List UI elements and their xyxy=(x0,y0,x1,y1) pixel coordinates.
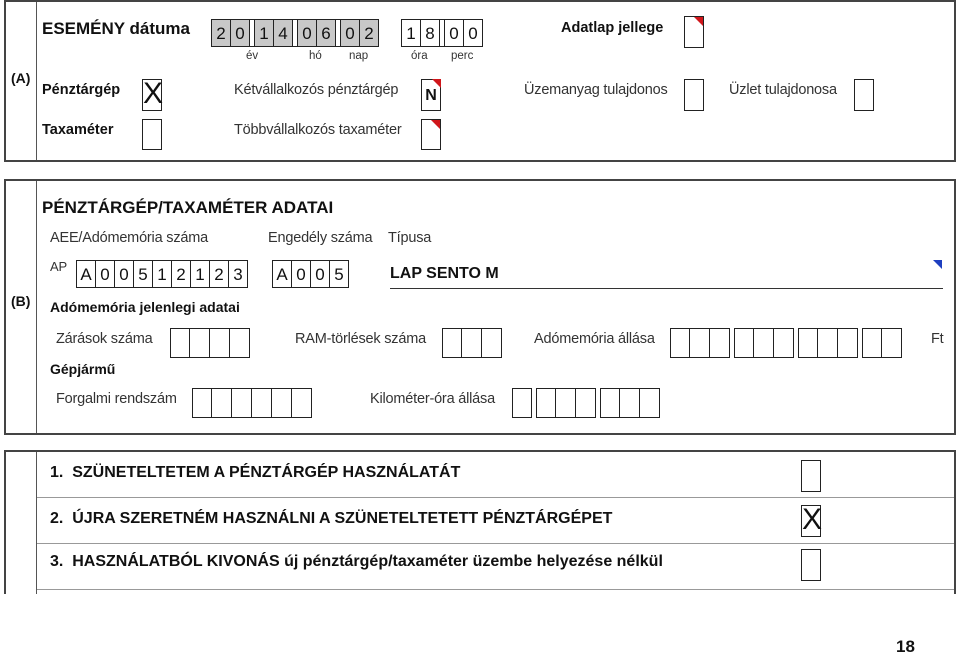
option-3-text: 3. HASZNÁLATBÓL KIVONÁS új pénztárgép/taxaméter üzembe helyezése nélkül xyxy=(50,553,663,570)
date-digit: 2 xyxy=(212,20,231,46)
section-a-panel xyxy=(4,0,956,162)
input-cell xyxy=(230,328,250,358)
red-corner-marker xyxy=(431,120,440,129)
closures-label: Zárások száma xyxy=(56,331,153,347)
input-cell xyxy=(640,388,660,418)
input-cell xyxy=(690,328,710,358)
multi-party-checkbox[interactable] xyxy=(421,119,441,150)
input-cell xyxy=(292,388,312,418)
odometer-field[interactable] xyxy=(512,388,660,418)
input-cell xyxy=(482,328,502,358)
option-2-checkbox[interactable]: X xyxy=(802,503,823,536)
time-digit: 1 xyxy=(402,20,421,46)
blue-corner-marker xyxy=(933,260,942,269)
input-cell xyxy=(620,388,640,418)
section-c-panel xyxy=(4,450,956,594)
date-sub-hour: óra xyxy=(411,50,428,62)
date-digit: 2 xyxy=(360,20,378,46)
cash-register-label: Pénztárgép xyxy=(42,82,121,98)
permit-digit: 0 xyxy=(292,261,311,287)
red-corner-marker xyxy=(694,17,703,26)
input-cell xyxy=(442,328,462,358)
option-2-text: 2. ÚJRA SZERETNÉM HASZNÁLNI A SZÜNETELTETETT PÉNZTÁRGÉPET xyxy=(50,510,613,527)
fuel-owner-label: Üzemanyag tulajdonos xyxy=(524,82,668,98)
ap-digit: A xyxy=(77,261,96,287)
memory-heading: Adómemória jelenlegi adatai xyxy=(50,299,240,315)
option-1-checkbox[interactable] xyxy=(801,460,821,492)
option-3-checkbox[interactable] xyxy=(801,549,821,581)
ap-digit: 1 xyxy=(191,261,210,287)
input-cell xyxy=(710,328,730,358)
input-cell xyxy=(462,328,482,358)
row-divider xyxy=(37,497,954,498)
input-cell xyxy=(252,388,272,418)
time-digit: 0 xyxy=(444,20,464,46)
ram-field[interactable] xyxy=(442,328,502,358)
taximeter-checkbox[interactable] xyxy=(142,119,162,150)
input-cell xyxy=(576,388,596,418)
ap-digit: 5 xyxy=(134,261,153,287)
ap-digit: 2 xyxy=(210,261,229,287)
event-date-label: ESEMÉNY dátuma xyxy=(42,19,191,38)
input-cell xyxy=(670,328,690,358)
section-b-tag: (B) xyxy=(11,293,31,309)
input-cell xyxy=(798,328,818,358)
red-corner-marker xyxy=(432,79,441,88)
input-cell xyxy=(734,328,754,358)
date-digit: 1 xyxy=(254,20,274,46)
input-cell xyxy=(192,388,212,418)
currency-label: Ft xyxy=(931,331,944,347)
row-divider xyxy=(37,543,954,544)
ap-digit: 0 xyxy=(96,261,115,287)
date-digit: 4 xyxy=(274,20,293,46)
memory-state-label: Adómemória állása xyxy=(534,331,655,347)
two-party-field[interactable]: N xyxy=(421,79,441,111)
option-1-text: 1. SZÜNETELTETEM A PÉNZTÁRGÉP HASZNÁLATÁT xyxy=(50,464,461,481)
type-label: Típusa xyxy=(388,230,432,246)
permit-digit: 0 xyxy=(311,261,330,287)
row-divider xyxy=(37,589,954,590)
type-underline xyxy=(390,288,943,289)
date-digit: 6 xyxy=(317,20,336,46)
closures-field[interactable] xyxy=(170,328,250,358)
permit-label: Engedély száma xyxy=(268,230,373,246)
shop-owner-label: Üzlet tulajdonosa xyxy=(729,82,837,98)
aee-label: AEE/Adómemória száma xyxy=(50,230,208,246)
section-b-panel xyxy=(4,179,956,435)
ap-digit: 1 xyxy=(153,261,172,287)
input-cell xyxy=(818,328,838,358)
ap-prefix: AP xyxy=(50,259,67,274)
memory-state-field[interactable] xyxy=(670,328,902,358)
date-sub-day: nap xyxy=(349,50,369,62)
page-number: 18 xyxy=(896,637,915,656)
sheet-type-checkbox[interactable] xyxy=(684,16,704,48)
vehicle-heading: Gépjármű xyxy=(50,361,116,377)
input-cell xyxy=(170,328,190,358)
input-cell xyxy=(862,328,882,358)
input-cell xyxy=(512,388,532,418)
date-field[interactable] xyxy=(211,19,379,47)
input-cell xyxy=(210,328,230,358)
section-b-title: PÉNZTÁRGÉP/TAXAMÉTER ADATAI xyxy=(42,198,334,217)
permit-digit: 5 xyxy=(334,265,344,284)
date-sub-minute: perc xyxy=(451,50,474,62)
ap-digit: 0 xyxy=(115,261,134,287)
type-value[interactable]: LAP SENTO M xyxy=(390,265,499,282)
date-digit: 0 xyxy=(297,20,317,46)
taximeter-label: Taxaméter xyxy=(42,122,114,138)
input-cell xyxy=(556,388,576,418)
time-field[interactable] xyxy=(401,19,483,47)
time-digit: 8 xyxy=(421,20,440,46)
input-cell xyxy=(190,328,210,358)
input-cell xyxy=(774,328,794,358)
input-cell xyxy=(754,328,774,358)
input-cell xyxy=(536,388,556,418)
sheet-type-label: Adatlap jellege xyxy=(561,20,664,36)
permit-digit: A xyxy=(273,261,292,287)
shop-owner-checkbox[interactable] xyxy=(854,79,874,111)
plate-field[interactable] xyxy=(192,388,312,418)
input-cell xyxy=(212,388,232,418)
input-cell xyxy=(272,388,292,418)
ap-digit: 2 xyxy=(172,261,191,287)
input-cell xyxy=(838,328,858,358)
cash-register-checkbox[interactable]: X xyxy=(143,77,164,110)
input-cell xyxy=(882,328,902,358)
odometer-label: Kilométer-óra állása xyxy=(370,391,495,407)
ap-digit: 3 xyxy=(233,265,243,284)
fuel-owner-checkbox[interactable] xyxy=(684,79,704,111)
ap-number-field[interactable] xyxy=(76,260,248,288)
plate-label: Forgalmi rendszám xyxy=(56,391,177,407)
date-sub-year: év xyxy=(246,50,259,62)
date-digit: 0 xyxy=(231,20,250,46)
ram-label: RAM-törlések száma xyxy=(295,331,426,347)
multi-party-label: Többvállalkozós taxaméter xyxy=(234,122,402,138)
input-cell xyxy=(600,388,620,418)
date-digit: 0 xyxy=(340,20,360,46)
permit-number-field[interactable] xyxy=(272,260,349,288)
section-c-tag-column xyxy=(6,452,37,594)
time-digit: 0 xyxy=(468,24,478,43)
two-party-label: Kétvállalkozós pénztárgép xyxy=(234,82,399,98)
input-cell xyxy=(232,388,252,418)
date-sub-month: hó xyxy=(309,50,322,62)
section-a-tag: (A) xyxy=(11,70,31,86)
